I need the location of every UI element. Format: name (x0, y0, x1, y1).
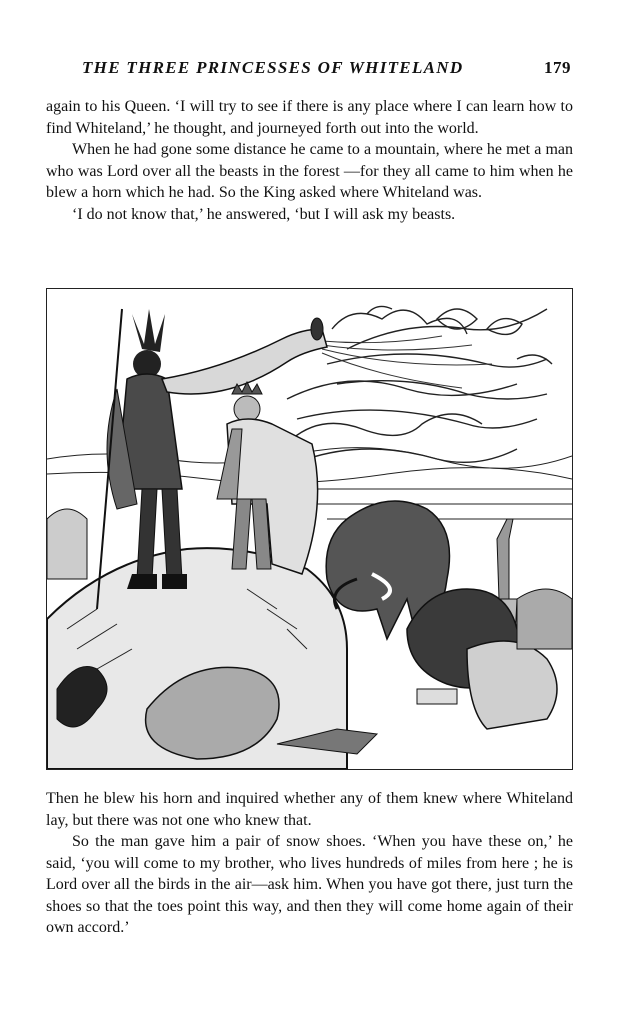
paragraph: Then he blew his horn and inquired whether any of them knew where Whiteland lay, but there was not one who knew that. (46, 790, 573, 829)
page-number: 179 (544, 58, 571, 77)
illustration (46, 288, 573, 770)
running-header (48, 58, 573, 82)
text-block-bottom (46, 788, 573, 939)
horn-sound-lines (322, 336, 492, 388)
paragraph: When he had gone some distance he came to a mountain, where he met a man who was Lord over all the beasts in the forest —for they all came to him when he blew a horn which he had. So the King asked where Whiteland was. (46, 141, 573, 201)
paragraph: So the man gave him a pair of snow shoes. ‘When you have these on,’ he said, ‘you will come to my brother, who lives hundreds of miles from here ; he is Lord over all the birds in the air—ask him. When you have got there, just turn the shoes so that the toes point this way, and then they will come home again of their own accord.’ (46, 833, 573, 936)
running-title: THE THREE PRINCESSES OF WHITELAND (82, 58, 464, 77)
illustration-drawing (47, 289, 572, 769)
paragraph: ‘I do not know that,’ he answered, ‘but I will ask my beasts. (72, 205, 456, 223)
paragraph: again to his Queen. ‘I will try to see if there is any place where I can learn how to find Whiteland,’ he thought, and journeyed forth out into the world. (46, 98, 573, 137)
sky-swirls (287, 306, 552, 462)
text-block-top (46, 96, 573, 225)
king (217, 382, 318, 574)
